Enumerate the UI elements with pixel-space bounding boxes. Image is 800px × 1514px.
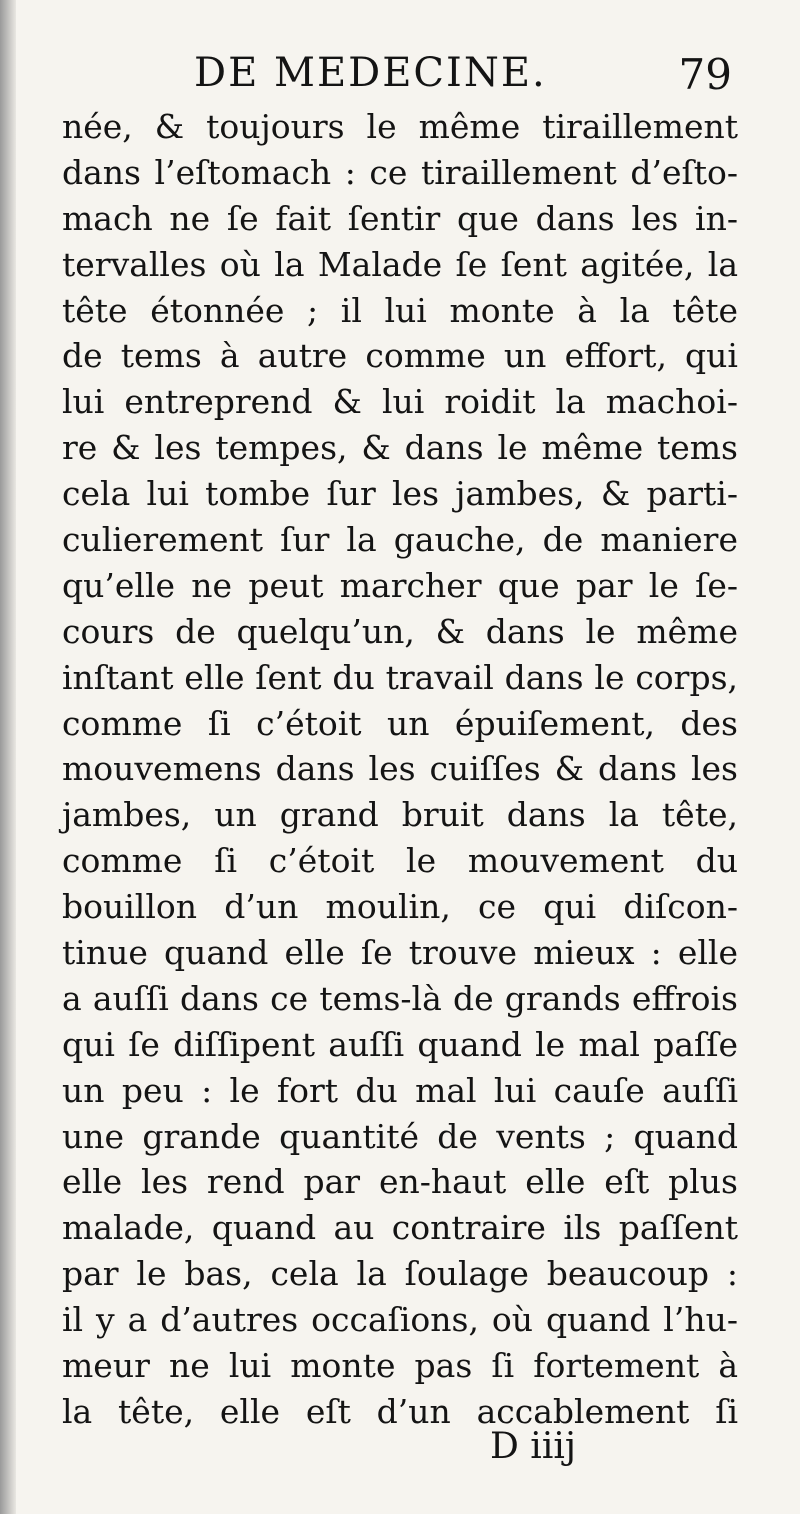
text-line: née, & toujours le même tiraillement — [62, 107, 738, 146]
text-line: culierement ſur la gauche, de maniere — [62, 520, 738, 560]
text-line: tête étonnée ; il lui monte à la tête — [62, 290, 738, 330]
text-line: elle les rend par en-haut elle eſt plus — [62, 1162, 738, 1202]
text-line: malade, quand au contraire ils paſſent — [62, 1208, 738, 1248]
text-line: cela lui tombe ſur les jambes, & parti- — [62, 474, 738, 514]
text-line: il y a d’autres occaſions, où quand l’hu- — [62, 1300, 738, 1340]
signature-mark: D iiij — [490, 1426, 577, 1467]
text-line: meur ne lui monte pas ſi fortement à — [62, 1346, 738, 1386]
text-line: cours de quelqu’un, & dans le même — [62, 611, 738, 651]
text-line: de tems à autre comme un effort, qui — [62, 336, 738, 376]
text-line: un peu : le fort du mal lui cauſe auſſi — [62, 1070, 738, 1110]
text-line: bouillon d’un moulin, ce qui diſcon- — [62, 887, 738, 927]
text-line: qu’elle ne peut marcher que par le ſe- — [62, 565, 738, 605]
text-line: re & les tempes, & dans le même tems — [62, 428, 738, 468]
text-line: dans l’eſtomach : ce tiraillement d’eſto- — [62, 152, 738, 192]
text-line: lui entreprend & lui roidit la machoi- — [62, 382, 738, 422]
text-line: qui ſe diſſipent auſſi quand le mal paſſe — [62, 1024, 738, 1064]
text-line: tinue quand elle ſe trouve mieux : elle — [62, 933, 738, 973]
page-header — [62, 48, 738, 100]
text-line: tervalles où la Malade ſe ſent agitée, la — [62, 244, 738, 284]
page-edge-shadow — [0, 0, 16, 1514]
text-line: par le bas, cela la ſoulage beaucoup : — [62, 1254, 738, 1294]
text-line: une grande quantité de vents ; quand — [62, 1116, 738, 1156]
text-line: comme ſi c’étoit un épuiſement, des — [62, 703, 738, 743]
text-line: la tête, elle eſt d’un accablement ſi — [62, 1391, 738, 1431]
body-text — [62, 104, 738, 1435]
text-line: mach ne ſe fait ſentir que dans les in- — [62, 198, 738, 238]
running-head: DE MEDECINE. — [194, 50, 547, 96]
text-line: inſtant elle ſent du travail dans le corps, — [62, 657, 738, 697]
text-line: mouvemens dans les cuiſſes & dans les — [62, 749, 738, 789]
text-line: jambes, un grand bruit dans la tête, — [62, 795, 738, 835]
page-number: 79 — [678, 50, 732, 99]
text-line: comme ſi c’étoit le mouvement du — [62, 841, 738, 881]
text-line: a auſſi dans ce tems-là de grands effrois — [62, 978, 738, 1018]
